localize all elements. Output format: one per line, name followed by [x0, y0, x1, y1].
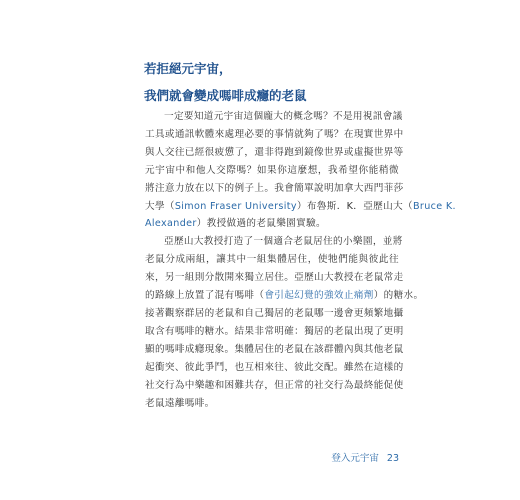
text-run: 工具或通訊軟體來處理必要的事情就夠了嗎？在現實世界中 — [145, 128, 404, 140]
text-line — [145, 180, 404, 198]
text-run: 一定要知道元宇宙這個龐大的概念嗎？不是用視訊會議 — [164, 111, 403, 122]
heading-line-1: 若拒絕元宇宙， — [144, 61, 232, 76]
text-line — [145, 287, 424, 305]
english-name-text: Alexander — [145, 218, 197, 230]
text-line — [145, 359, 404, 377]
text-run: 與人交往已經很疲憊了，還非得跑到鏡像世界或虛擬世界等 — [145, 146, 404, 158]
text-run: 老鼠遠離嗎啡。 — [145, 397, 215, 409]
heading-line-2: 我們就會變成嗎啡成癮的老鼠 — [144, 88, 307, 103]
text-line — [145, 215, 399, 233]
text-run: 接著觀察群居的老鼠和自己獨居的老鼠哪一邊會更頻繁地攝 — [145, 307, 404, 319]
text-line — [145, 198, 456, 216]
text-line — [145, 323, 404, 341]
running-footer-title: 登入元宇宙 — [331, 453, 379, 464]
text-run: 將注意力放在以下的例子上。我會簡單說明加拿大西門菲莎 — [145, 182, 404, 194]
paragraph — [145, 108, 456, 233]
text-line — [145, 269, 404, 287]
text-run: ）教授做過的老鼠樂園實驗。 — [196, 218, 326, 230]
text-line — [145, 126, 404, 144]
text-run: 大學（ — [145, 200, 175, 212]
text-run: 的路線上放置了混有嗎啡（ — [145, 290, 265, 302]
english-name-text: Bruce K. — [412, 200, 456, 212]
body-text — [145, 108, 456, 412]
page-number: 23 — [386, 453, 399, 464]
text-line — [145, 233, 403, 251]
text-line — [145, 305, 404, 323]
text-run: 取含有嗎啡的糖水。結果非常明確：獨居的老鼠出現了更明 — [145, 325, 404, 337]
text-run: 老鼠分成兩組，讓其中一組集體居住，使牠們能與彼此往 — [145, 254, 399, 266]
text-line — [145, 395, 399, 413]
text-run: ）布魯斯．K．亞歷山大（ — [296, 200, 413, 212]
text-run: 元宇宙中和他人交際嗎？如果你這麼想，我希望你能稍微 — [145, 164, 399, 176]
text-line — [145, 377, 404, 395]
text-line — [145, 144, 404, 162]
section-heading — [144, 55, 404, 109]
text-line — [145, 251, 399, 269]
text-run: 社交行為中樂趣和困難共存，但正常的社交行為最終能促使 — [145, 379, 404, 391]
text-line — [145, 108, 403, 126]
text-run: 來，另一組則分散開來獨立居住。亞歷山大教授在老鼠常走 — [145, 272, 404, 284]
english-name-text: 會引起幻覺的強效止痛劑 — [264, 290, 374, 302]
text-line — [145, 341, 404, 359]
text-line — [145, 162, 399, 180]
text-run: 起衝突、彼此爭鬥，也互相來往、彼此交配。雖然在這樣的 — [145, 361, 404, 373]
text-run: 顯的嗎啡成癮現象。集體居住的老鼠在該群體內與其他老鼠 — [145, 343, 404, 355]
paragraph — [145, 233, 424, 412]
text-run: 亞歷山大教授打造了一個適合老鼠居住的小樂園，並將 — [164, 236, 403, 248]
text-run: ）的糖水。 — [373, 290, 424, 302]
page-footer — [331, 450, 399, 464]
english-name-text: Simon Fraser University — [174, 200, 297, 212]
